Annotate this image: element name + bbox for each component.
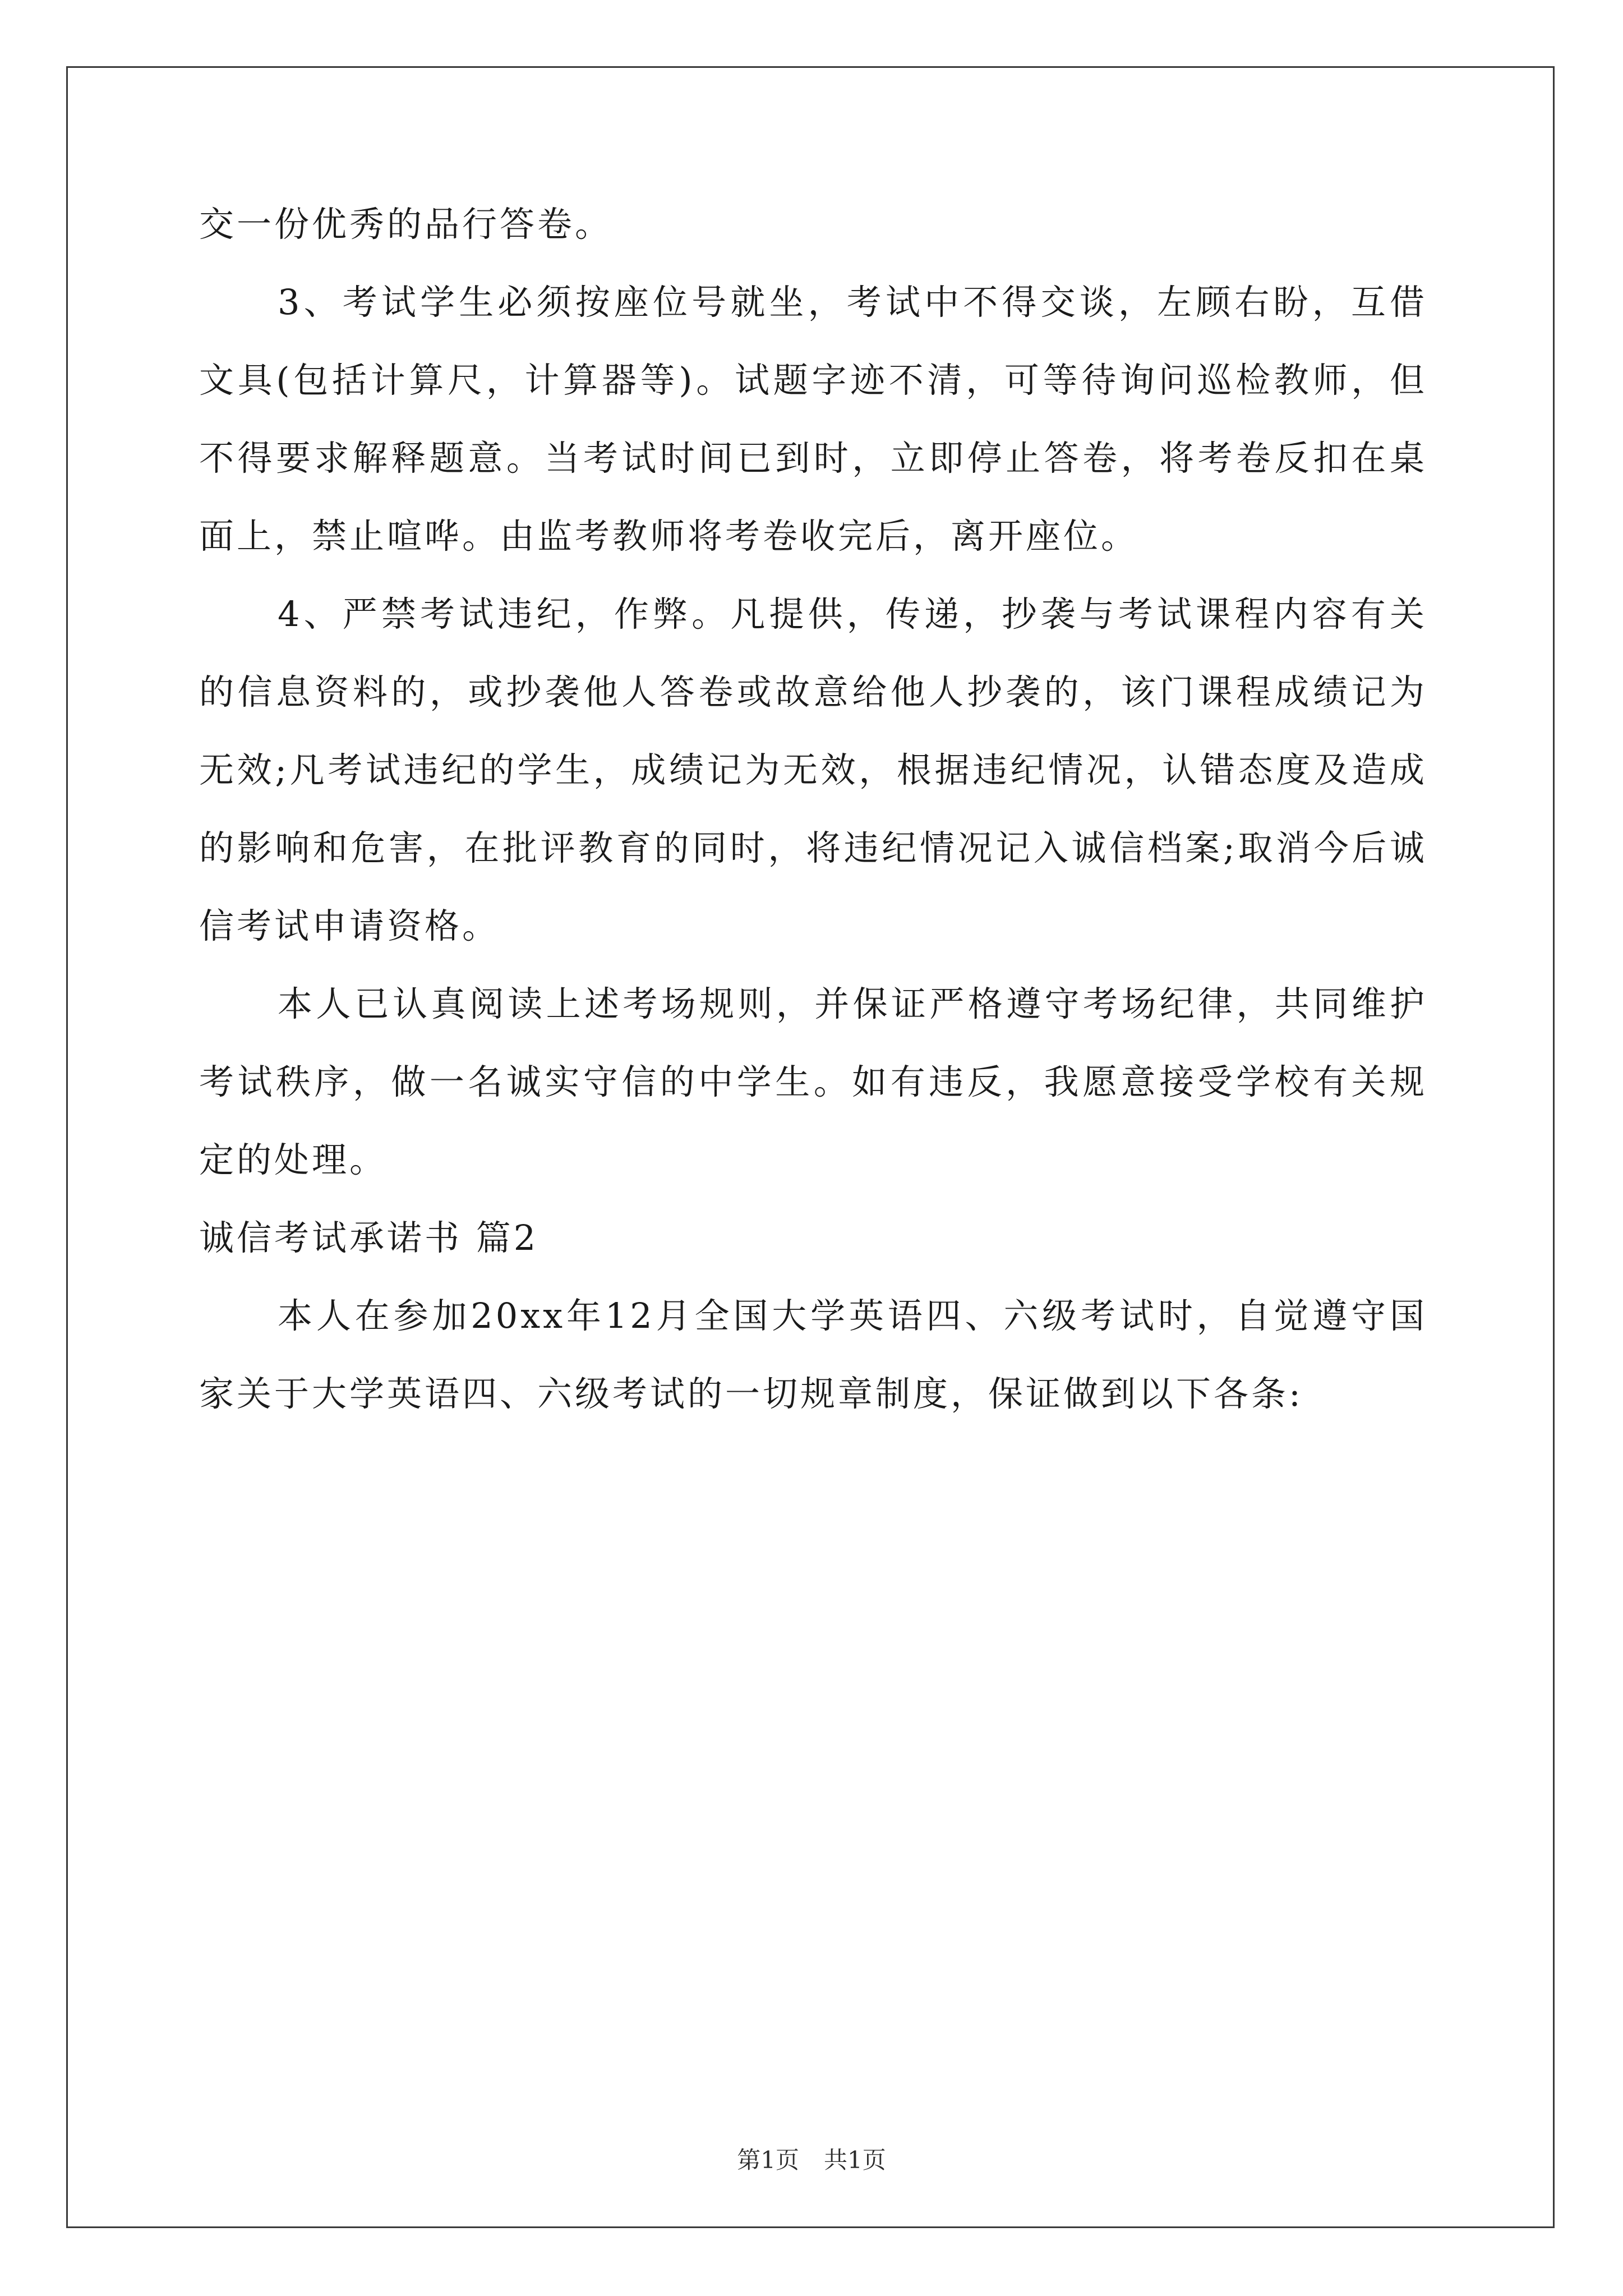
paragraph-pledge: 本人已认真阅读上述考场规则，并保证严格遵守考场纪律，共同维护考试秩序，做一名诚实守信的中学生。如有违反，我愿意接受学校有关规定的处理。 xyxy=(199,983,1427,1180)
section-heading: 诚信考试承诺书 篇2 xyxy=(199,1217,539,1258)
paragraph-section-2-intro: 本人在参加20xx年12月全国大学英语四、六级考试时，自觉遵守国家关于大学英语四、六级考试的一切规章制度，保证做到以下各条: xyxy=(199,1295,1427,1414)
page-number: 第1页 xyxy=(737,2146,799,2174)
document-body xyxy=(199,185,1427,1433)
paragraph-rule-4: 4、严禁考试违纪，作弊。凡提供，传递，抄袭与考试课程内容有关的信息资料的，或抄袭他人答卷或故意给他人抄袭的，该门课程成绩记为无效;凡考试违纪的学生，成绩记为无效，根据违纪情况，认错态度及造成的影响和危害，在批评教育的同时，将违纪情况记入诚信档案;取消今后诚信考试申请资格。 xyxy=(199,593,1427,946)
paragraph-rule-3: 3、考试学生必须按座位号就坐，考试中不得交谈，左顾右盼，互借文具(包括计算尺，计算器等)。试题字迹不清，可等待询问巡检教师，但不得要求解释题意。当考试时间已到时，立即停止答卷，将考卷反扣在桌面上，禁止喧哗。由监考教师将考卷收完后，离开座位。 xyxy=(199,282,1427,556)
page-footer xyxy=(0,2142,1623,2175)
page-total: 共1页 xyxy=(824,2146,886,2174)
paragraph-continuation: 交一份优秀的品行答卷。 xyxy=(199,204,613,245)
